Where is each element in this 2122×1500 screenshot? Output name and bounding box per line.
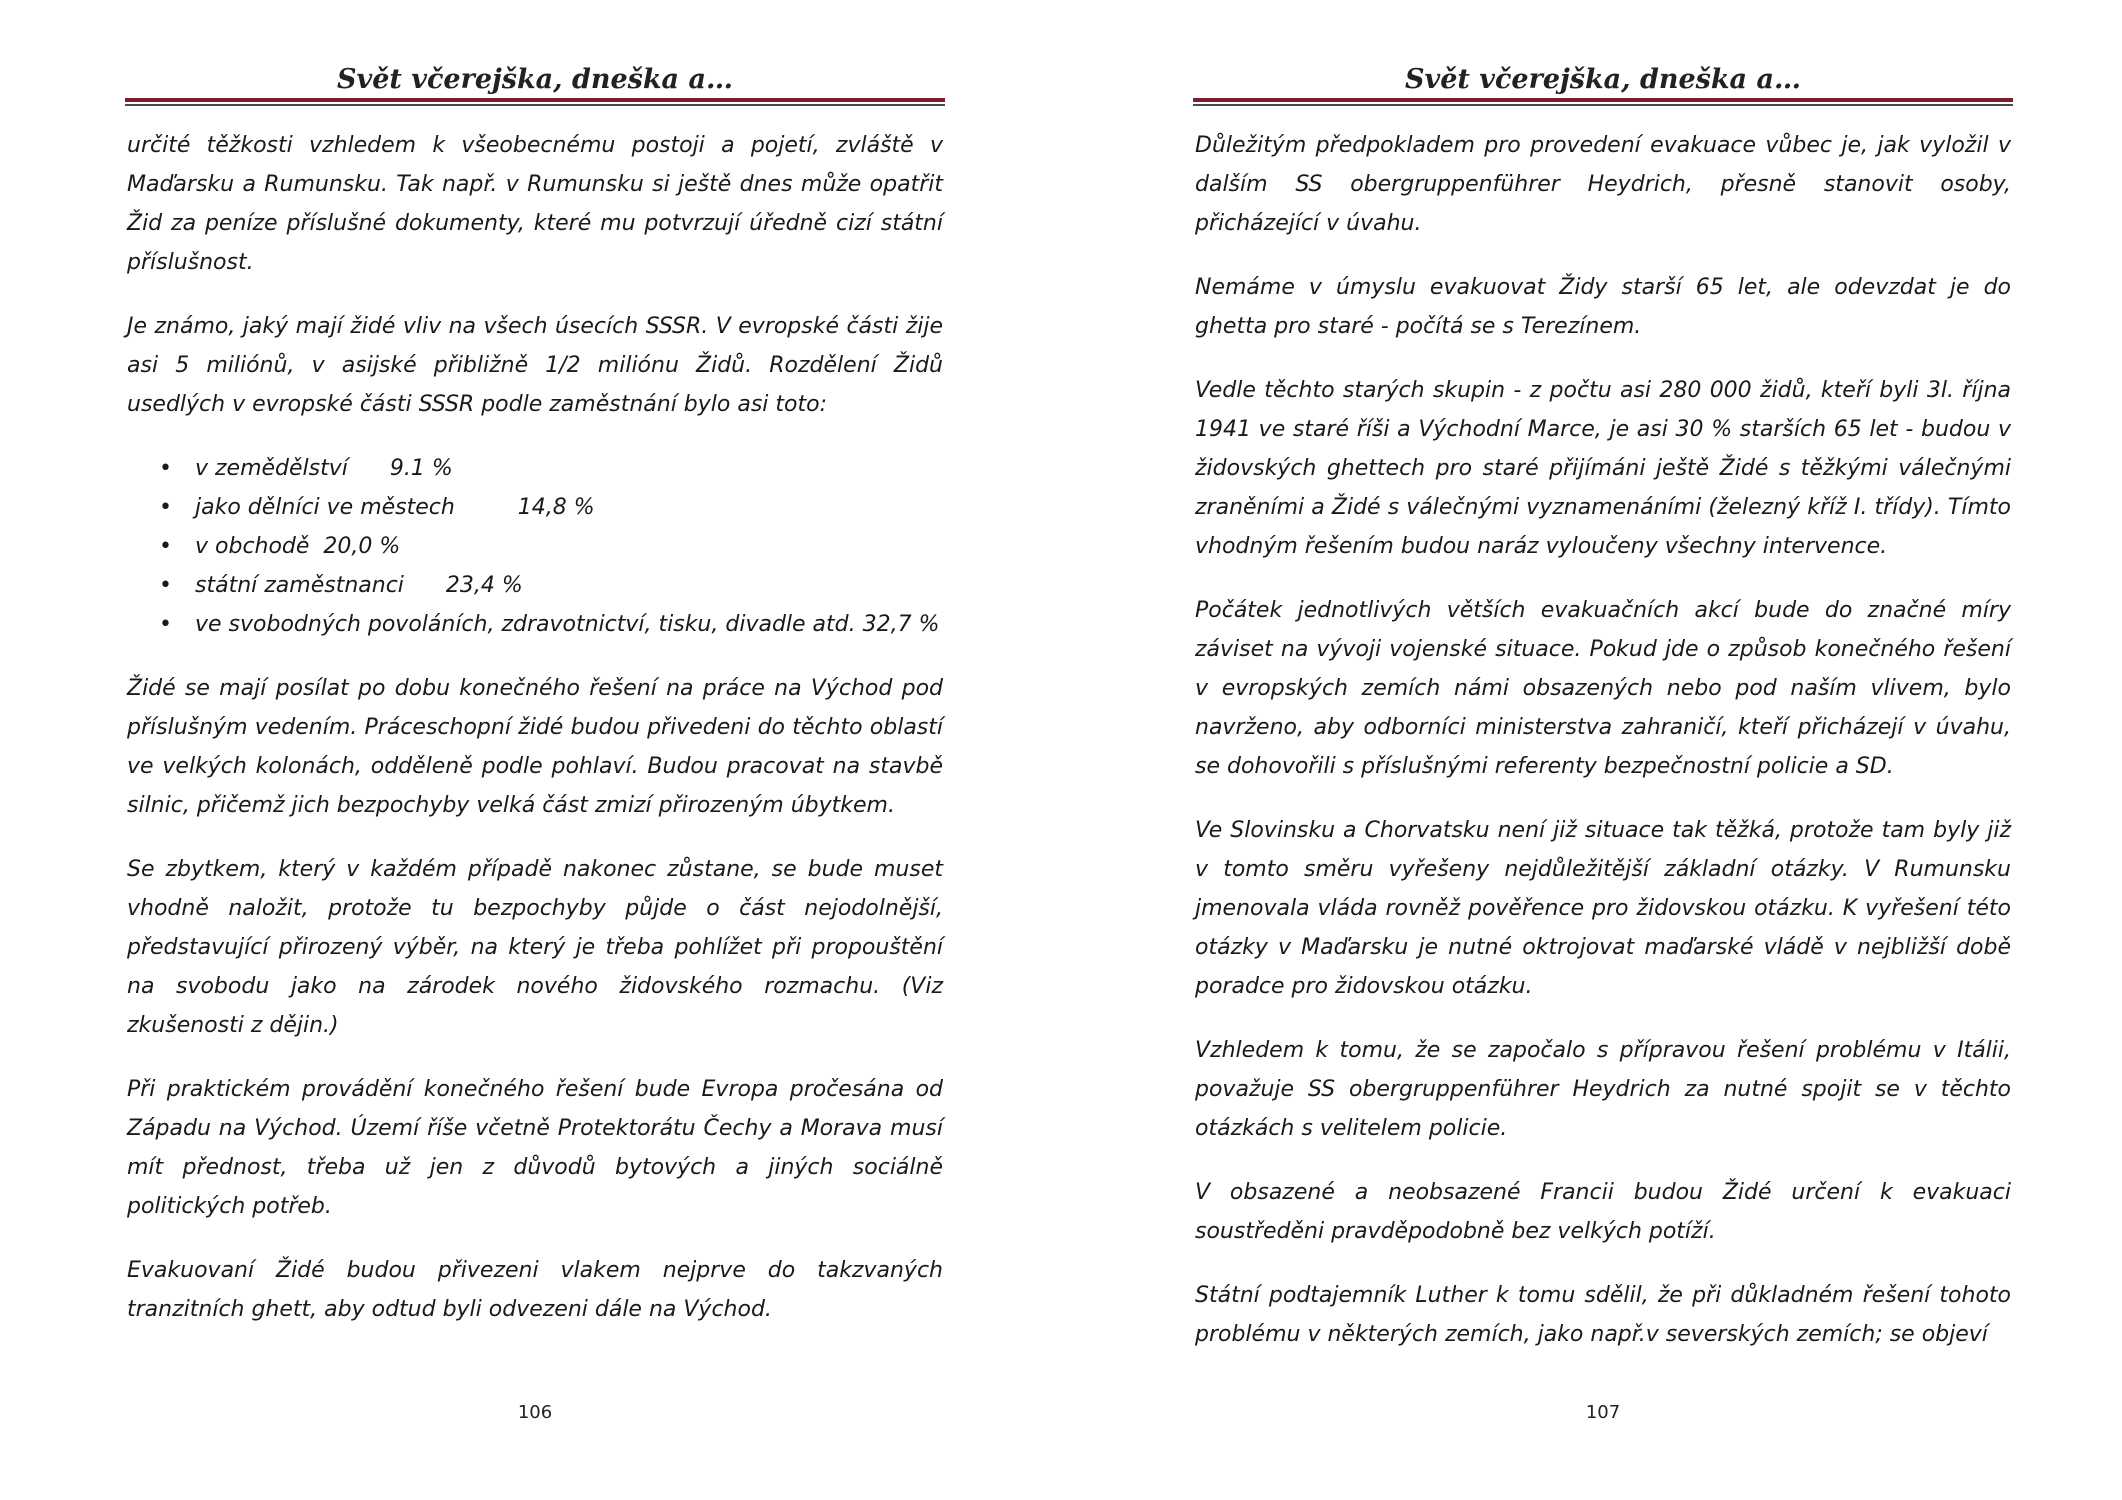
paragraph: Nemáme v úmyslu evakuovat Židy starší 65 let, ale odevzdat je do ghetta pro staré - počítá se s Terezínem. [1195, 275, 2011, 339]
paragraph: Vzhledem k tomu, že se započalo s přípravou řešení problému v Itálii, považuje SS obergruppenführer Heydrich za nutné spojit se v těchto otázkách s velitelem policie. [1195, 1038, 2011, 1141]
paragraph: V obsazené a neobsazené Francii budou Židé určení k evakuaci soustředěni pravděpodobně bez velkých potíží. [1195, 1180, 2011, 1244]
employment-list [127, 449, 943, 644]
page-number: 106 [517, 1402, 553, 1423]
header-rule [125, 98, 945, 102]
running-header: Svět včerejška, dneška a… [337, 64, 733, 95]
list-item: • jako dělníci ve městech 14,8 % [195, 488, 943, 527]
header-rule-thin [125, 104, 945, 106]
paragraph: Vedle těchto starých skupin - z počtu asi 280 000 židů, kteří byli 3l. října 1941 ve staré říši a Východní Marce, je asi 30 % starších 65 let - budou v židovských ghettech pro staré přijímáni ještě Židé s těžkými válečnými zraněními a Židé s válečnými vyznamenáními (železný kříž I. třídy). Tímto vhodným řešením budou naráz vyloučeny všechny intervence. [1195, 378, 2011, 559]
list-item: • ve svobodných povoláních, zdravotnictví, tisku, divadle atd. 32,7 % [195, 605, 943, 644]
list-item: • státní zaměstnanci 23,4 % [195, 566, 943, 605]
paragraph: Židé se mají posílat po dobu konečného řešení na práce na Východ pod příslušným vedením. Práceschopní židé budou přivedeni do těchto oblastí ve velkých kolonách, odděleně podle pohlaví. Budou pracovat na stavbě silnic, přičemž jich bezpochyby velká část zmizí přirozeným úbytkem. [127, 676, 943, 818]
page-number: 107 [1585, 1402, 1621, 1423]
paragraph: Se zbytkem, který v každém případě nakonec zůstane, se bude muset vhodně naložit, protože tu bezpochyby půjde o část nejodolnější, představující přirozený výběr, na který je třeba pohlížet při propouštění na svobodu jako na zárodek nového židovského rozmachu. (Viz zkušenosti z dějin.) [127, 857, 943, 1038]
list-item: • v obchodě 20,0 % [195, 527, 943, 566]
paragraph: Ve Slovinsku a Chorvatsku není již situace tak těžká, protože tam byly již v tomto směru vyřešeny nejdůležitější základní otázky. V Rumunsku jmenovala vláda rovněž pověřence pro židovskou otázku. K vyřešení této otázky v Maďarsku je nutné oktrojovat maďarské vládě v nejbližší době poradce pro židovskou otázku. [1195, 818, 2011, 999]
list-item: • v zemědělství 9.1 % [195, 449, 943, 488]
paragraph: určité těžkosti vzhledem k všeobecnému postoji a pojetí, zvláště v Maďarsku a Rumunsku. Tak např. v Rumunsku si ještě dnes může opatřit Žid za peníze příslušné dokumenty, které mu potvrzují úředně cizí státní příslušnost. [127, 133, 943, 275]
paragraph: Počátek jednotlivých větších evakuačních akcí bude do značné míry záviset na vývoji vojenské situace. Pokud jde o způsob konečného řešení v evropských zemích námi obsazených nebo pod naším vlivem, bylo navrženo, aby odborníci ministerstva zahraničí, kteří přicházejí v úvahu, se dohovořili s příslušnými referenty bezpečnostní policie a SD. [1195, 598, 2011, 779]
header-rule [1193, 98, 2013, 102]
header-rule-thin [1193, 104, 2013, 106]
paragraph: Evakuovaní Židé budou přivezeni vlakem nejprve do takzvaných tranzitních ghett, aby odtud byli odvezeni dále na Východ. [127, 1258, 943, 1322]
paragraph: Při praktickém provádění konečného řešení bude Evropa pročesána od Západu na Východ. Území říše včetně Protektorátu Čechy a Morava musí mít přednost, třeba už jen z důvodů bytových a jiných sociálně politických potřeb. [127, 1077, 943, 1219]
left-page [125, 0, 945, 1500]
page-body [127, 126, 943, 1354]
paragraph: Důležitým předpokladem pro provedení evakuace vůbec je, jak vyložil v dalším SS obergruppenführer Heydrich, přesně stanovit osoby, přicházející v úvahu. [1195, 133, 2011, 236]
running-header: Svět včerejška, dneška a… [1405, 64, 1801, 95]
page-body [1195, 126, 2011, 1379]
paragraph: Státní podtajemník Luther k tomu sdělil, že při důkladném řešení tohoto problému v některých zemích, jako např.v severských zemích; se objeví [1195, 1283, 2011, 1347]
right-page [1193, 0, 2013, 1500]
paragraph: Je známo, jaký mají židé vliv na všech úsecích SSSR. V evropské části žije asi 5 miliónů, v asijské přibližně 1/2 miliónu Židů. Rozdělení Židů usedlých v evropské části SSSR podle zaměstnání bylo asi toto: [127, 314, 943, 417]
